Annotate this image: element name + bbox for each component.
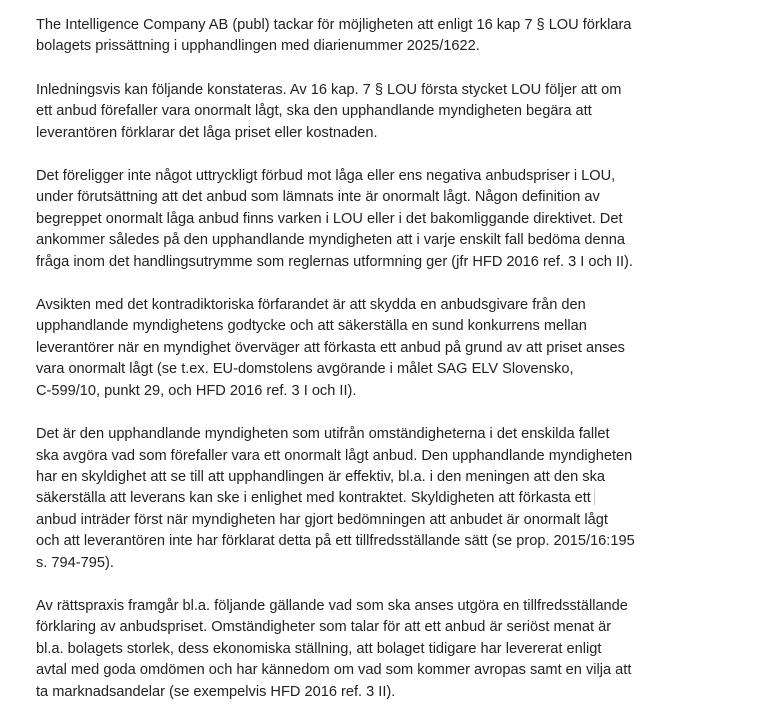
text-line: Avsikten med det kontradiktoriska förfarandet är att skydda en anbudsgivare från den — [36, 297, 586, 314]
text-line: ett anbud förefaller vara onormalt lågt, ska den upphandlande myndigheten begära att — [36, 103, 592, 120]
paragraph-purpose — [36, 295, 746, 402]
text-line: Det föreligger inte något uttryckligt förbud mot låga eller ens negativa anbudspriser i LOU, — [36, 168, 616, 185]
paragraph-no-prohibition — [36, 166, 746, 273]
document-body — [36, 15, 746, 725]
text-line: s. 794-795). — [36, 554, 114, 571]
text-cursor — [594, 489, 595, 505]
text-line: och att leverantören inte har förklarat detta på ett tillfredsställande sätt (se prop. 2015/16:195 — [36, 533, 635, 550]
text-line-content: säkerställa att leverans kan ske i enlighet med kontraktet. Skyldigheten att förkasta ett — [36, 490, 591, 507]
text-line: begreppet onormalt låga anbud finns varken i LOU eller i det bakomliggande direktivet. Det — [36, 210, 623, 227]
text-line: ska avgöra vad som förefaller vara ett onormalt lågt anbud. Den upphandlande myndigheten — [36, 447, 633, 464]
text-line: anbud inträder först när myndigheten har gjort bedömningen att anbudet är onormalt lågt — [36, 511, 608, 528]
paragraph-authority-duty — [36, 424, 746, 574]
text-line: leverantörer när en myndighet överväger att förkasta ett anbud på grund av att priset anses — [36, 339, 625, 356]
text-line: bl.a. bolagets storlek, dess ekonomiska ställning, att bolaget tidigare har levererat enligt — [36, 640, 602, 657]
text-line: The Intelligence Company AB (publ) tackar för möjligheten att enligt 16 kap 7 § LOU förklara — [36, 17, 632, 33]
text-line: ankommer således på den upphandlande myndigheten att i varje enskilt fall bedöma denna — [36, 232, 626, 249]
text-line: ta marknadsandelar (se exempelvis HFD 2016 ref. 3 II). — [36, 683, 396, 700]
text-line: har en skyldighet att se till att upphandlingen är effektiv, bl.a. i den meningen att den ska — [36, 468, 605, 485]
text-line: bolagets prissättning i upphandlingen med diarienummer 2025/1622. — [36, 38, 480, 55]
text-line: C-599/10, punkt 29, och HFD 2016 ref. 3 I och II). — [36, 382, 357, 399]
text-line — [36, 488, 746, 509]
text-line: förklaring av anbudspriset. Omständigheter som talar för att ett anbud är seriöst menat är — [36, 619, 612, 636]
text-line: under förutsättning att det anbud som lämnats inte är onormalt lågt. Någon definition av — [36, 189, 600, 206]
text-line: Av rättspraxis framgår bl.a. följande gällande vad som ska anses utgöra en tillfredsställande — [36, 597, 628, 614]
text-line: Det är den upphandlande myndigheten som utifrån omständigheterna i det enskilda fallet — [36, 426, 610, 443]
text-line: leverantören förklarar det låga priset eller kostnaden. — [36, 124, 378, 141]
text-line: fråga inom det handlingsutrymme som reglernas utformning ger (jfr HFD 2016 ref. 3 I och II). — [36, 253, 633, 270]
text-line: avtal med goda omdömen och har kännedom om vad som kommer avropas samt en vilja att — [36, 662, 632, 679]
text-line: upphandlande myndighetens godtycke och att säkerställa en sund konkurrens mellan — [36, 318, 587, 335]
paragraph-intro — [36, 15, 746, 58]
text-line: vara onormalt lågt (se t.ex. EU-domstolens avgörande i målet SAG ELV Slovensko, — [36, 361, 574, 378]
paragraph-preliminary — [36, 80, 746, 144]
paragraph-case-law — [36, 596, 746, 703]
text-line: Inledningsvis kan följande konstateras. Av 16 kap. 7 § LOU första stycket LOU följer att om — [36, 81, 622, 98]
